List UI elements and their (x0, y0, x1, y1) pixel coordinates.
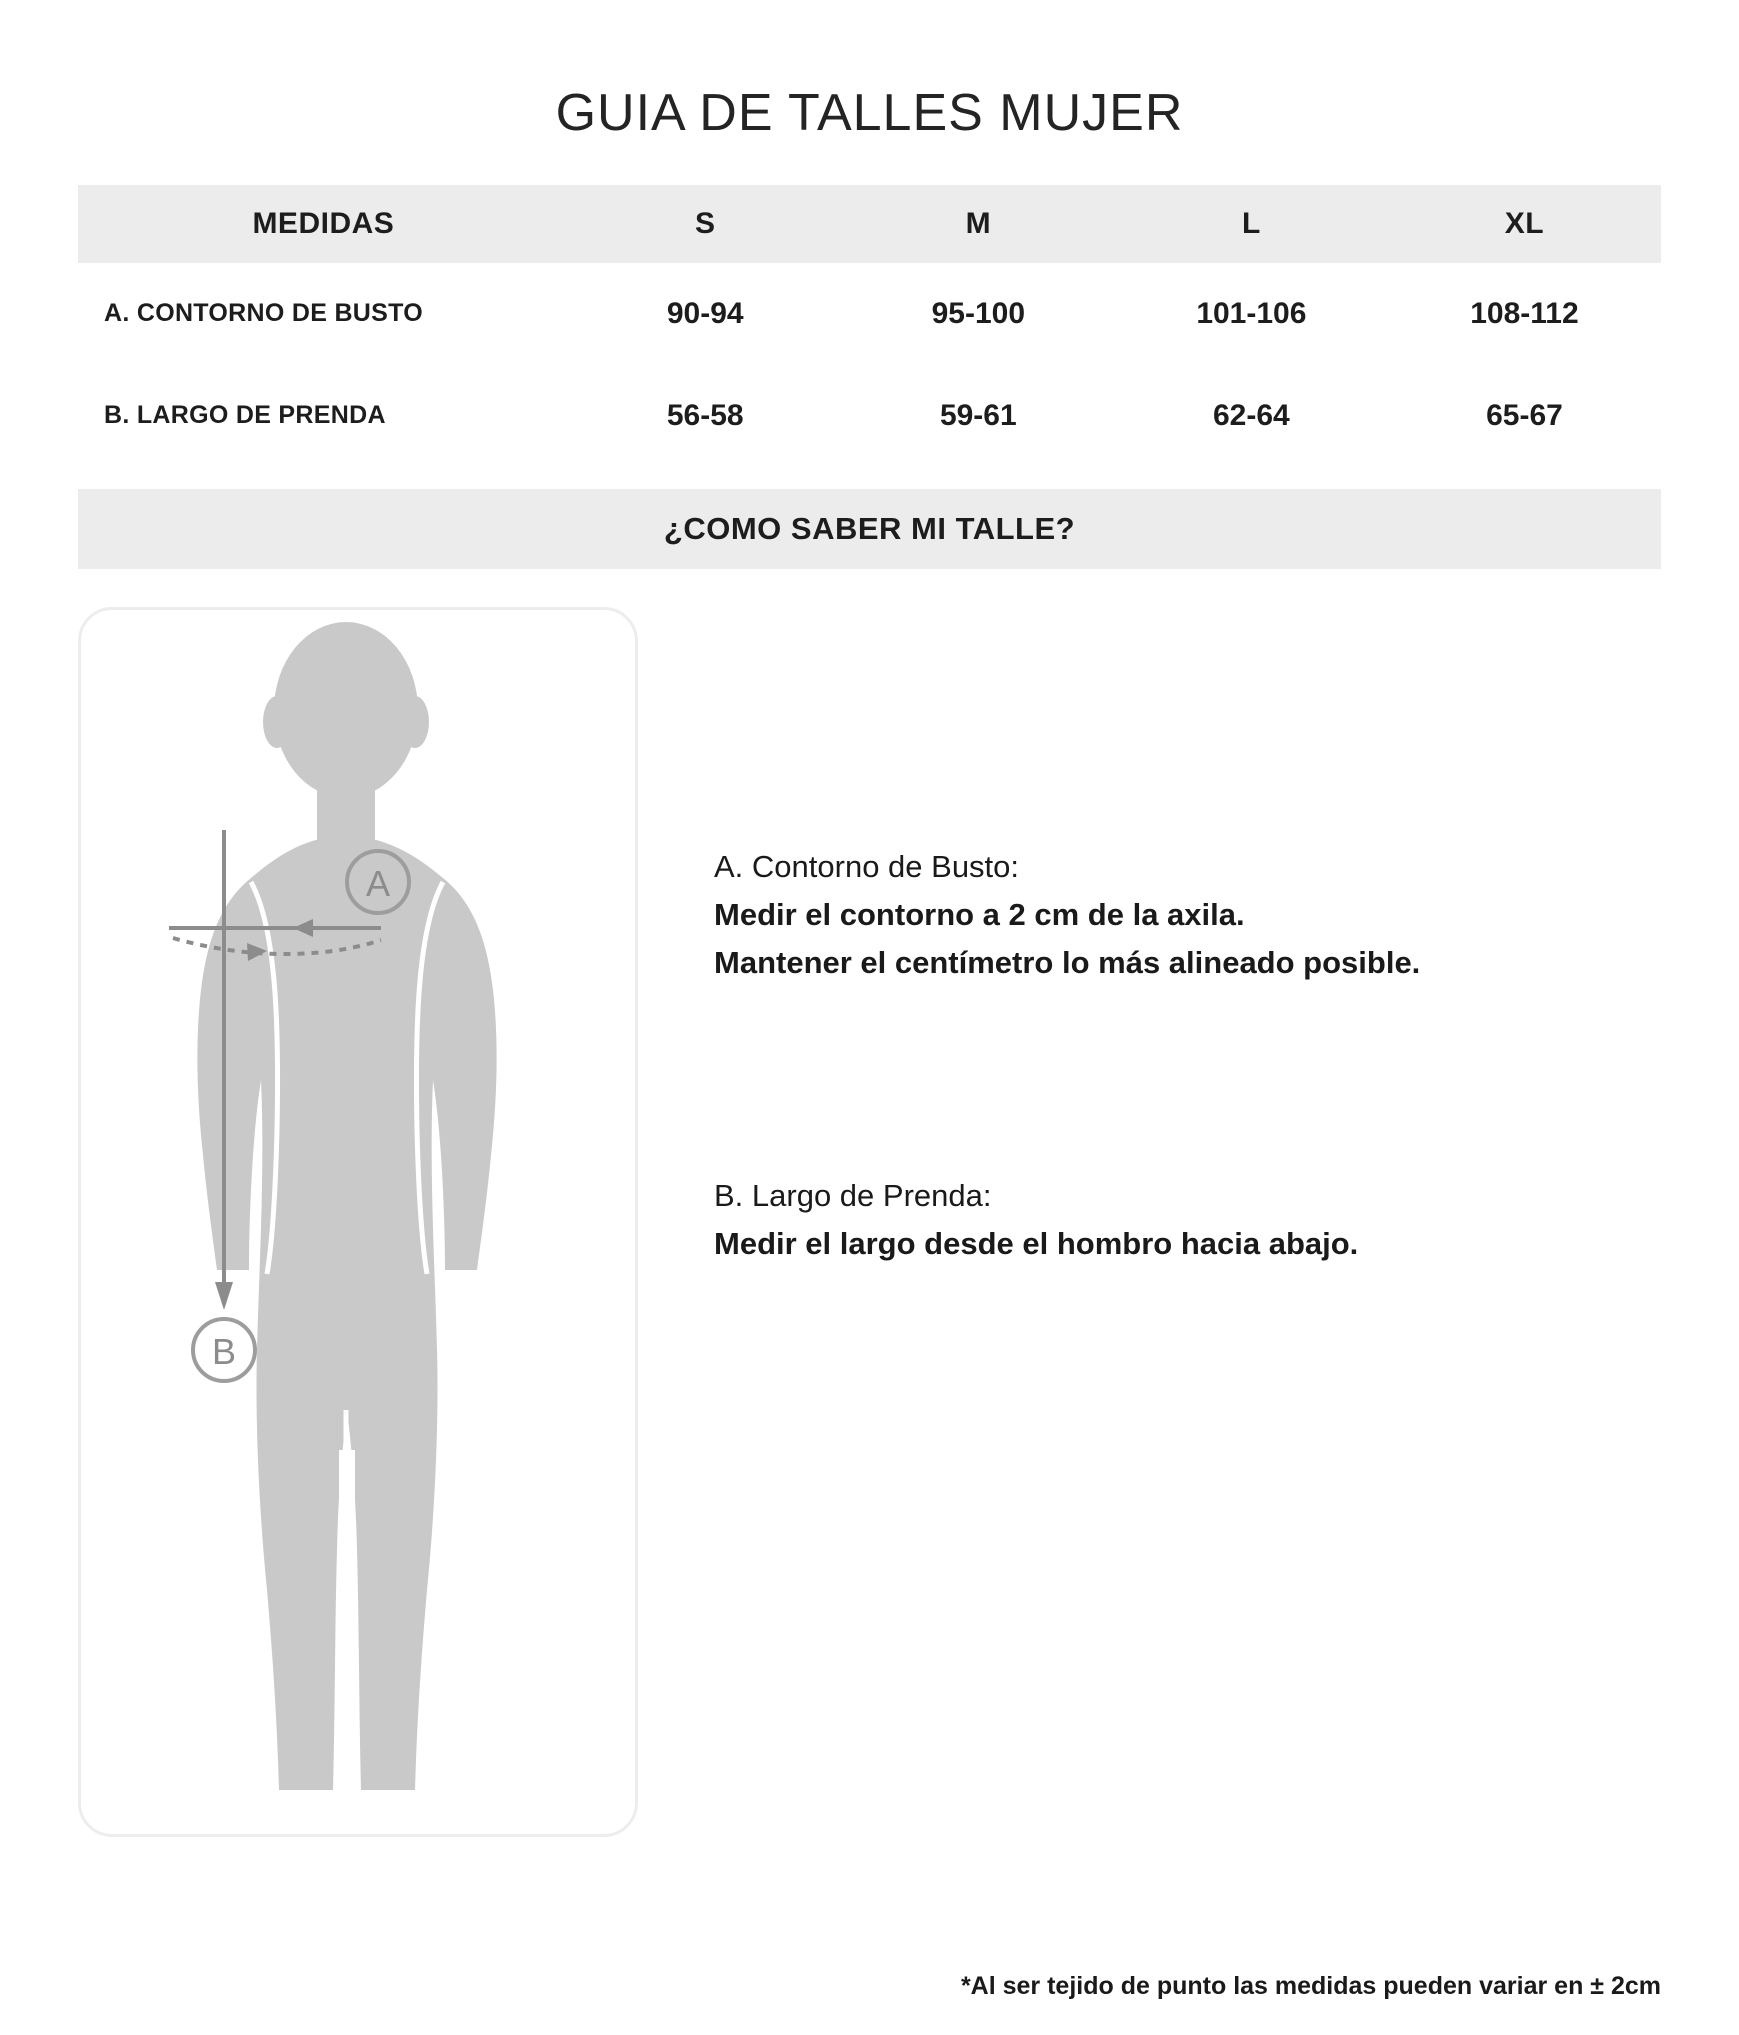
marker-b (193, 1319, 255, 1381)
instruction-bust-line-1: Medir el contorno a 2 cm de la axila. (714, 896, 1245, 932)
instruction-bust-line-2: Mantener el centímetro lo más alineado posible. (714, 944, 1421, 980)
body-figure-panel (78, 607, 638, 1837)
marker-b-label: B (211, 1330, 237, 1372)
bust-xl-value: 108-112 (1470, 296, 1579, 330)
instruction-bust (714, 843, 1661, 987)
instruction-length-heading: B. Largo de Prenda: (714, 1177, 992, 1213)
table-header-row (78, 185, 1661, 263)
column-header-xl: XL (1504, 206, 1545, 240)
footnote: *Al ser tejido de punto las medidas pueden variar en ± 2cm (960, 1971, 1661, 2000)
length-xl-value: 65-67 (1486, 398, 1563, 432)
table-row (78, 365, 1661, 467)
marker-a-label: A (365, 862, 391, 904)
body-diagram (81, 610, 635, 1834)
instructions-column (638, 607, 1661, 1268)
row-label-length: B. LARGO DE PRENDA (104, 401, 386, 430)
column-header-l: L (1241, 206, 1261, 240)
size-guide-page (0, 35, 1739, 2035)
length-s-value: 56-58 (666, 398, 744, 432)
instruction-length (714, 1172, 1661, 1268)
instruction-length-line-1: Medir el largo desde el hombro hacia abajo. (714, 1226, 1359, 1262)
instruction-bust-heading: A. Contorno de Busto: (714, 848, 1020, 884)
section-banner: ¿COMO SABER MI TALLE? (78, 489, 1661, 569)
table-row (78, 263, 1661, 365)
size-table-container (78, 185, 1661, 467)
size-table (78, 185, 1661, 467)
row-label-bust: A. CONTORNO DE BUSTO (104, 299, 423, 328)
bust-m-value: 95-100 (931, 296, 1026, 330)
bust-l-value: 101-106 (1196, 296, 1307, 330)
column-header-s: S (694, 206, 716, 240)
page-title: GUIA DE TALLES MUJER (555, 83, 1184, 142)
size-table-body (78, 263, 1661, 467)
size-table-head (78, 185, 1661, 263)
leg-gap (339, 1450, 355, 1796)
length-m-value: 59-61 (939, 398, 1017, 432)
length-l-value: 62-64 (1213, 398, 1290, 432)
guide-content (78, 607, 1661, 1837)
bust-s-value: 90-94 (666, 296, 744, 330)
column-header-m: M (965, 206, 992, 240)
column-header-measures: MEDIDAS (252, 206, 395, 240)
